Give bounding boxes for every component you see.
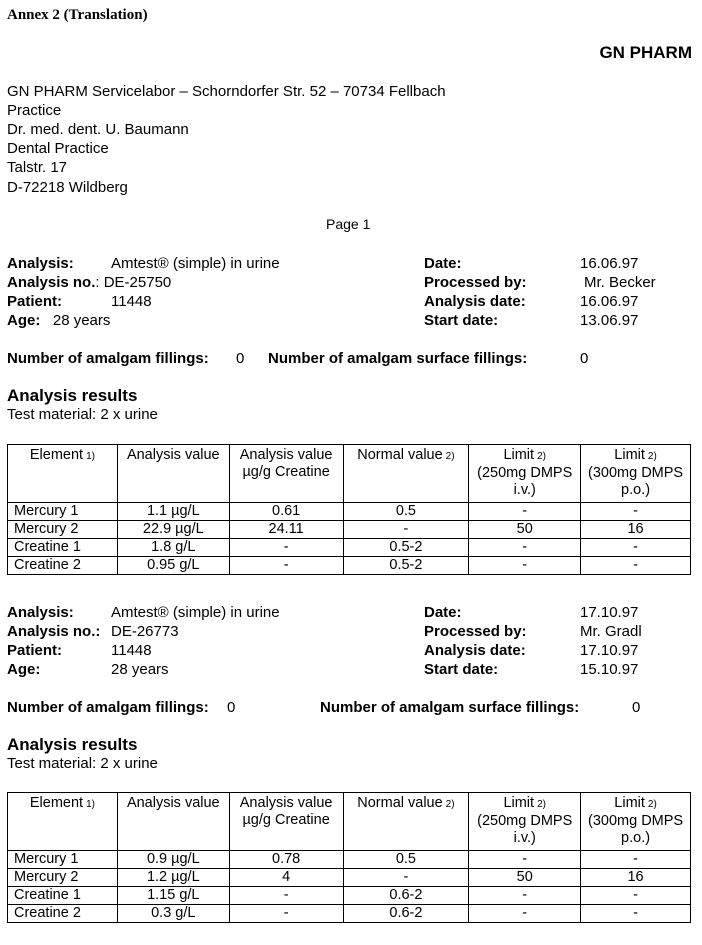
table-header-row [8,793,691,851]
analysis-label: Analysis: [7,604,74,621]
cell-creatine: - [229,557,343,575]
header-value-creatine: Analysis value µg/g Creatine [229,793,343,851]
cell-element: Mercury 2 [8,869,118,887]
cell-value: 1.2 µg/L [117,869,229,887]
amalgam-surface-value: 0 [632,699,641,716]
analysis-value: Amtest® (simple) in urine [111,255,280,272]
header-limit-iv: Limit 2) (250mg DMPS i.v.) [469,793,581,851]
test-material: Test material: 2 x urine [7,755,158,772]
table-row [8,887,691,905]
cell-normal: 0.5 [343,851,469,869]
cell-creatine: 24.11 [229,521,343,539]
cell-normal: - [343,521,469,539]
analysis-no-value: DE-25750 [103,274,172,291]
cell-limit-po: - [581,905,691,923]
cell-value: 1.1 µg/L [117,503,229,521]
results-table [7,444,691,575]
cell-creatine: 0.61 [229,503,343,521]
cell-value: 0.3 g/L [117,905,229,923]
amalgam-value: 0 [227,699,236,716]
cell-limit-iv: - [469,557,581,575]
cell-element: Creatine 2 [8,557,118,575]
cell-normal: - [343,869,469,887]
analysis-value: Amtest® (simple) in urine [111,604,280,621]
cell-limit-po: - [581,851,691,869]
header-normal-value: Normal value 2) [343,445,469,503]
cell-limit-iv: 50 [469,869,581,887]
address-line: Dental Practice [7,140,109,157]
cell-creatine: - [229,539,343,557]
table-row [8,503,691,521]
amalgam-label: Number of amalgam fillings: [7,350,209,367]
header-analysis-value: Analysis value [117,445,229,503]
cell-limit-po: - [581,557,691,575]
table-header-row [8,445,691,503]
cell-value: 22.9 µg/L [117,521,229,539]
amalgam-surface-value: 0 [580,350,589,367]
patient-label: Patient: [7,642,63,659]
cell-value: 1.15 g/L [117,887,229,905]
header-limit-po: Limit 2) (300mg DMPS p.o.) [581,793,691,851]
processed-by-label: Processed by: [424,274,527,291]
table-row [8,539,691,557]
cell-element: Mercury 1 [8,503,118,521]
header-normal-value: Normal value 2) [343,793,469,851]
test-material: Test material: 2 x urine [7,406,158,423]
table-row [8,905,691,923]
cell-normal: 0.6-2 [343,887,469,905]
cell-creatine: 4 [229,869,343,887]
header-analysis-value: Analysis value [117,793,229,851]
amalgam-surface-label: Number of amalgam surface fillings: [268,350,528,367]
start-date-value: 15.10.97 [580,661,639,678]
cell-limit-iv: - [469,539,581,557]
brand-logo-text: GN PHARM [599,43,692,62]
table-row [8,521,691,539]
start-date-label: Start date: [424,661,499,678]
analysis-label: Analysis: [7,255,74,272]
date-label: Date: [424,255,462,272]
cell-element: Creatine 1 [8,539,118,557]
analysis-no-colon: : [95,274,100,291]
cell-limit-po: 16 [581,869,691,887]
patient-label: Patient: [7,293,63,310]
address-line: Talstr. 17 [7,159,68,176]
cell-limit-iv: 50 [469,521,581,539]
cell-normal: 0.5 [343,503,469,521]
analysis-no-value: DE-26773 [111,623,179,640]
analysis-date-value: 16.06.97 [580,293,639,310]
cell-limit-po: - [581,887,691,905]
amalgam-surface-label: Number of amalgam surface fillings: [320,699,580,716]
analysis-no-label: Analysis no.: [7,623,101,640]
cell-element: Mercury 2 [8,521,118,539]
table-row [8,869,691,887]
cell-limit-iv: - [469,503,581,521]
cell-value: 1.8 g/L [117,539,229,557]
table-row [8,851,691,869]
patient-value: 11448 [111,642,152,659]
date-value: 16.06.97 [580,255,639,272]
cell-element: Creatine 1 [8,887,118,905]
cell-limit-po: - [581,503,691,521]
results-table [7,792,691,923]
cell-limit-iv: - [469,887,581,905]
analysis-date-label: Analysis date: [424,293,526,310]
cell-value: 0.9 µg/L [117,851,229,869]
annex-title: Annex 2 (Translation) [7,7,148,23]
processed-by-value: Mr. Gradl [580,623,642,640]
analysis-date-value: 17.10.97 [580,642,639,659]
age-value: 28 years [52,312,111,329]
page-number: Page 1 [326,216,371,232]
header-element: Element 1) [8,445,118,503]
cell-creatine: - [229,905,343,923]
address-line: Practice [7,102,62,119]
analysis-no-label: Analysis no. [7,274,96,291]
amalgam-label: Number of amalgam fillings: [7,699,209,716]
age-label: Age: [7,661,41,678]
start-date-value: 13.06.97 [580,312,639,329]
header-value-creatine: Analysis value µg/g Creatine [229,445,343,503]
age-label: Age: [7,312,41,329]
processed-by-value: Mr. Becker [584,274,656,291]
patient-value: 11448 [111,293,152,310]
age-row [7,312,110,329]
cell-element: Mercury 1 [8,851,118,869]
header-limit-po: Limit 2) (300mg DMPS p.o.) [581,445,691,503]
cell-limit-po: - [581,539,691,557]
processed-by-label: Processed by: [424,623,527,640]
table-row [8,557,691,575]
cell-element: Creatine 2 [8,905,118,923]
cell-creatine: 0.78 [229,851,343,869]
analysis-no-row [7,274,171,291]
cell-limit-iv: - [469,905,581,923]
cell-normal: 0.6-2 [343,905,469,923]
cell-value: 0.95 g/L [117,557,229,575]
date-label: Date: [424,604,462,621]
age-value: 28 years [111,661,169,678]
cell-normal: 0.5-2 [343,539,469,557]
date-value: 17.10.97 [580,604,639,621]
cell-limit-iv: - [469,851,581,869]
results-title: Analysis results [7,386,138,405]
start-date-label: Start date: [424,312,499,329]
cell-normal: 0.5-2 [343,557,469,575]
amalgam-value: 0 [236,350,245,367]
header-limit-iv: Limit 2) (250mg DMPS i.v.) [469,445,581,503]
sender-line: GN PHARM Servicelabor – Schorndorfer Str. 52 – 70734 Fellbach [7,83,446,100]
results-title: Analysis results [7,735,138,754]
cell-creatine: - [229,887,343,905]
address-line: Dr. med. dent. U. Baumann [7,121,189,138]
header-element: Element 1) [8,793,118,851]
analysis-date-label: Analysis date: [424,642,526,659]
cell-limit-po: 16 [581,521,691,539]
address-line: D-72218 Wildberg [7,179,128,196]
